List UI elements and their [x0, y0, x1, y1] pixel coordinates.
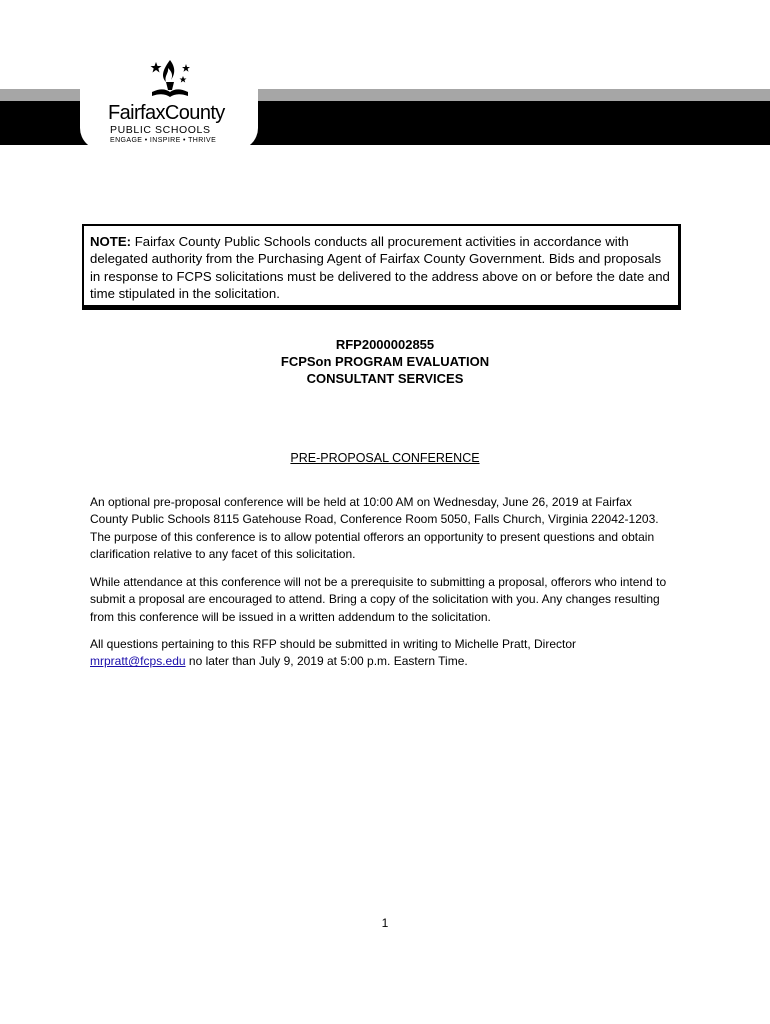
paragraph-questions-start: All questions pertaining to this RFP should be submitted in writing to Michelle Pratt, Director	[90, 637, 577, 651]
paragraph-conference-details: An optional pre-proposal conference will be held at 10:00 AM on Wednesday, June 26, 2019 at Fairfax County Public Schools 8115 Gatehouse Road, Conference Room 5050, Falls Church, Virginia 22042-1203. The purpose of this conference is to allow potential offerors an opportunity to present questions and obtain clarification relative to any facet of this solicitation.	[90, 495, 659, 561]
logo-wordmark: FairfaxCounty	[108, 102, 225, 124]
note-label: NOTE:	[90, 234, 132, 249]
logo-tagline: ENGAGE • INSPIRE • THRIVE	[110, 137, 217, 144]
logo-subline: PUBLIC SCHOOLS	[110, 124, 211, 136]
flame-shape	[163, 60, 174, 82]
paragraph-questions-end: no later than July 9, 2019 at 5:00 p.m. Eastern Time.	[185, 654, 468, 669]
star-icon	[182, 64, 190, 72]
title-line-2: CONSULTANT SERVICES	[306, 371, 464, 386]
torch-handle	[166, 82, 174, 90]
document-title	[0, 336, 770, 387]
star-icon	[151, 62, 162, 73]
email-link[interactable]: mrpratt@fcps.edu	[90, 654, 186, 669]
note-box	[82, 224, 681, 310]
note-text: Fairfax County Public Schools conducts all procurement activities in accordance with delegated authority from the Purchasing Agent of Fairfax County Government. Bids and proposals in response to FCPS solicitations must be delivered to the address above on or before the date and time stipulated in the solicitation.	[90, 234, 670, 301]
paragraph-questions	[90, 636, 672, 671]
book-shape	[152, 89, 188, 97]
paragraph-attendance: While attendance at this conference will not be a prerequisite to submitting a proposal, offerors who intend to submit a proposal are encouraged to attend. Bring a copy of the solicitation with you. Any changes resulting from this conference will be issued in a written addendum to the solicitation.	[90, 575, 667, 624]
rfp-number: RFP2000002855	[335, 337, 435, 352]
title-line-1: FCPSon PROGRAM EVALUATION	[280, 354, 490, 369]
page-number: 1	[381, 916, 389, 930]
section-heading: PRE-PROPOSAL CONFERENCE	[290, 451, 480, 465]
star-icon	[180, 76, 187, 83]
torch-book-logo-icon	[146, 58, 194, 102]
